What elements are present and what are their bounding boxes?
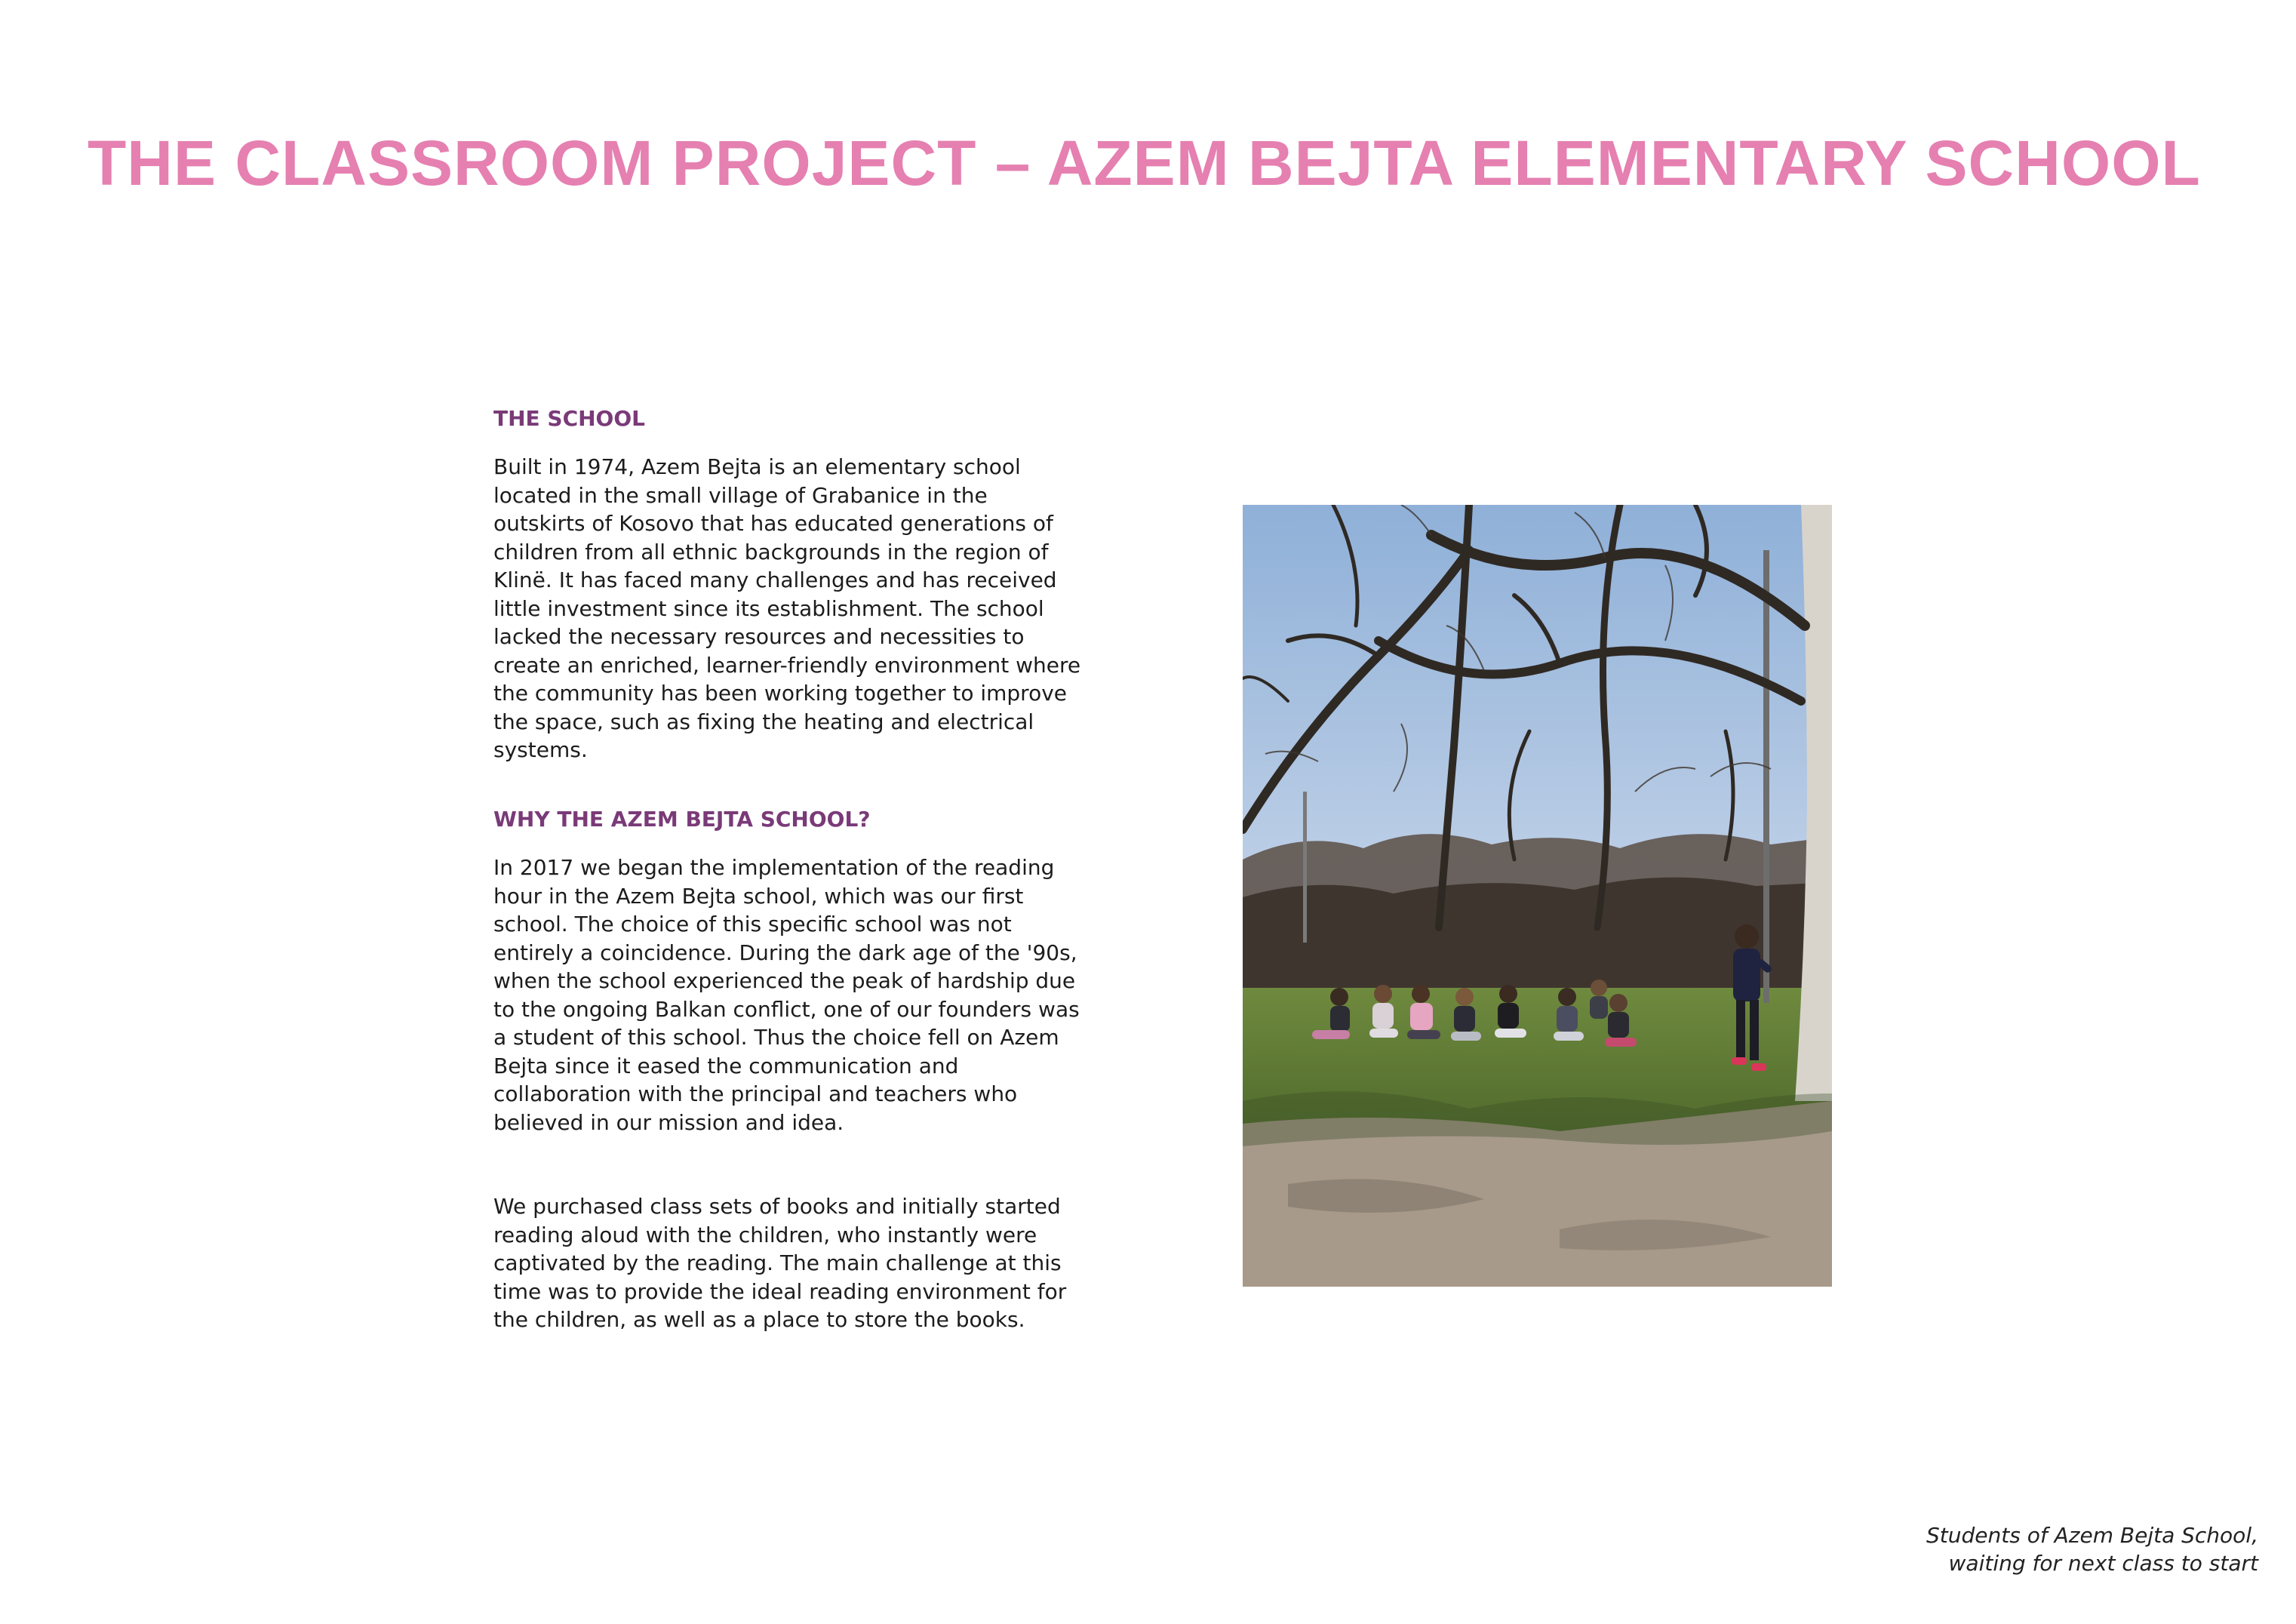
section-heading-why-school: WHY THE AZEM BEJTA SCHOOL?: [493, 807, 871, 832]
section-body-why-paragraph-1: In 2017 we began the implementation of the reading hour in the Azem Bejta school, which was our first school. The choice of this specific school was not entirely a coincidence. During the dark age of the '90s, when the school experienced the peak of hardship due to the ongoing Balkan conflict, one of our founders was a student of this school. Thus the choice fell on Azem Bejta since it eased the communication and collaboration with the principal and teachers who believed in our mission and idea.: [493, 855, 1080, 1135]
photo-caption: [1926, 1521, 2258, 1577]
students-photo: [1243, 505, 1832, 1287]
caption-line-1: Students of Azem Bejta School,: [1926, 1523, 2258, 1548]
section-body-the-school: Built in 1974, Azem Bejta is an elementary school located in the small village of Grabanice in the outskirts of Kosovo that has educated generations of children from all ethnic backgrounds in the region of Klinë. It has faced many challenges and has received little investment since its establishment. The school lacked the necessary resources and necessities to create an enriched, learner-friendly environment where the community has been working together to improve the space, such as fixing the heating and electrical systems.: [493, 454, 1081, 762]
section-heading-the-school: THE SCHOOL: [493, 406, 646, 431]
section-body-why-paragraph-2: We purchased class sets of books and initially started reading aloud with the children, who instantly were captivated by the reading. The main challenge at this time was to provide the ideal reading environment for the children, as well as a place to store the books.: [493, 1194, 1067, 1332]
caption-line-2: waiting for next class to start: [1948, 1551, 2258, 1576]
page-title: THE CLASSROOM PROJECT – AZEM BEJTA ELEMENTARY SCHOOL: [88, 128, 2201, 198]
